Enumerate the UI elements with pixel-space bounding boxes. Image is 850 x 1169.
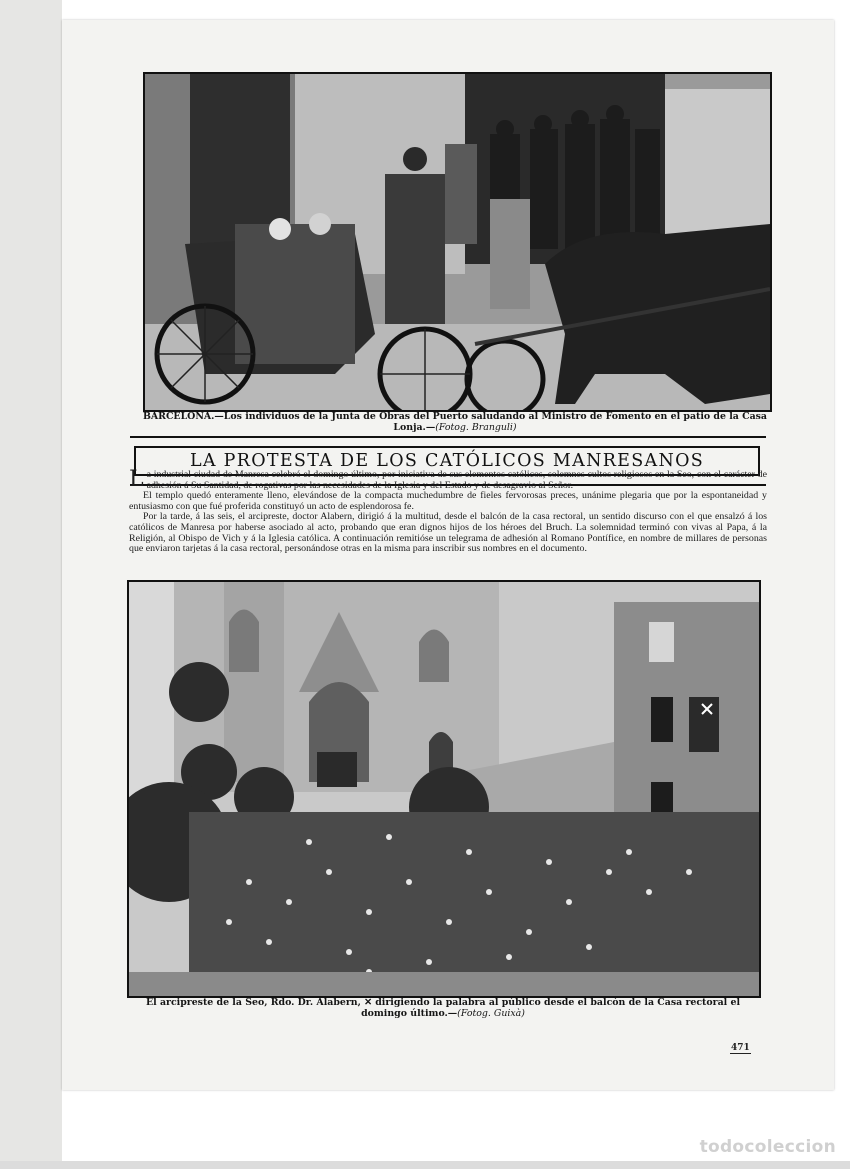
crowd-caption-text: El arcipreste de la Seo, Rdo. Dr. Alabern, ✕ dirigiendo la palabra al público desde el balcón de la Casa rectoral el domingo último.— — [145, 997, 741, 1019]
carriage-photo-credit: (Fotog. Branguli) — [435, 422, 517, 433]
article-paragraph-2: El templo quedó enteramente lleno, elevándose de la compacta muchedumbre de fieles fervorosas preces, unánime plegaria que por la espontaneidad y entusiasmo con que fué proferida constituyó un acto de esplendorosa fe. — [129, 490, 767, 512]
carriage-photo-image — [145, 74, 770, 410]
carriage-caption-text: BARCELONA.—Los individuos de la Junta de Obras del Puerto saludando al Ministro de Fomento en el patio de la Casa Lonja.— — [142, 411, 768, 433]
watermark: todocoleccion — [699, 1137, 836, 1157]
drop-cap: L — [129, 467, 144, 492]
article-paragraph-1 — [129, 467, 767, 492]
article-headline: LA PROTESTA DE LOS CATÓLICOS MANRESANOS — [134, 446, 760, 476]
carriage-photo — [143, 72, 772, 412]
carriage-photo-caption — [140, 411, 770, 433]
scan-left-edge — [0, 0, 62, 1169]
article-paragraph-3: Por la tarde, á las seis, el arcipreste, doctor Alabern, dirigió á la multitud, desde el balcón de la casa rectoral, un sentido discurso con el que ensalzó á los católicos de Manresa por haberse asociado al acto, probando que eran dignos hijos de los héroes del Bruch. La solemnidad terminó con vivas al Papa, á la Religión, al Obispo de Vich y á la Iglesia católica. A continuación remitióse un telegrama de adhesión al Romano Pontífice, en nombre de millares de personas que enviaron tarjetas á la casa rectoral, personándose otras en la misma para inscribir sus nombres en el documento. — [129, 511, 767, 555]
crowd-photo-credit: (Fotog. Guixà) — [457, 1008, 525, 1019]
crowd-photo-image — [129, 582, 759, 996]
page-number: 471 — [731, 1043, 750, 1053]
crowd-photo — [127, 580, 761, 998]
scan-bottom-edge — [0, 1161, 850, 1169]
article-paragraph-1-text: a industrial ciudad de Manresa celebró el domingo último, por iniciativa de sus elementos católicos, solemnes cultos religiosos en la Seo, con el carácter de adhesión á Su Santidad, de rogativas por las necesidades de la Iglesia y del Estado y de desagravio al Señor. — [146, 469, 767, 491]
crowd-photo-caption — [128, 997, 758, 1019]
article-body — [129, 467, 767, 555]
